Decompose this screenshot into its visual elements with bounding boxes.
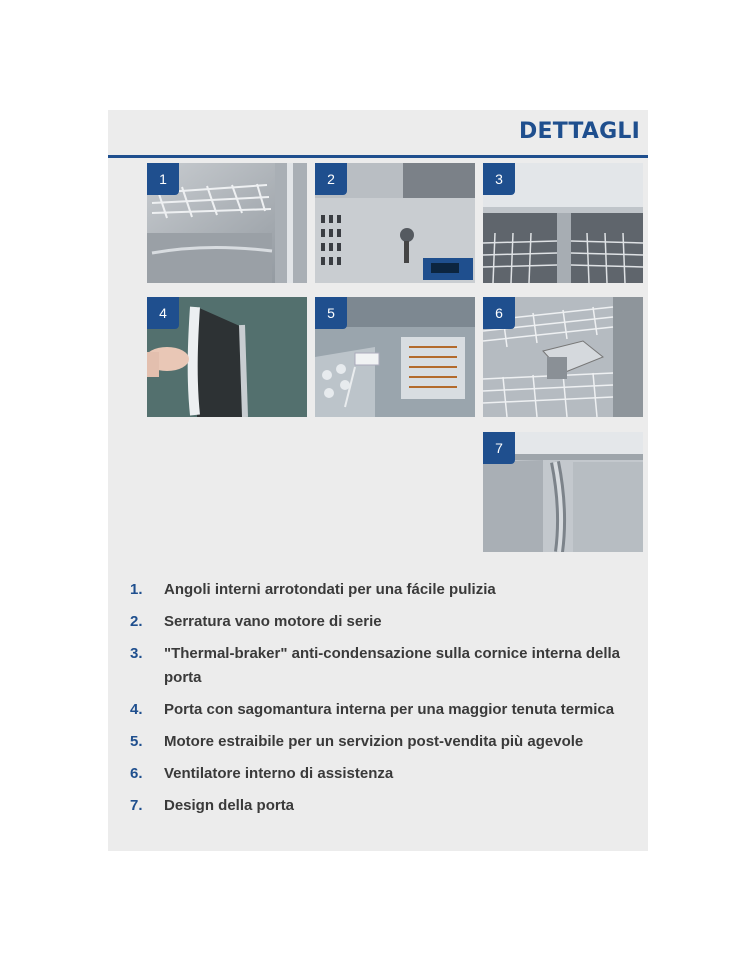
details-panel (108, 110, 648, 851)
details-list (108, 578, 648, 826)
detail-photo-1 (147, 163, 307, 283)
list-item (108, 578, 648, 602)
list-item-text: Angoli interni arrotondati per una fácile pulizia (164, 581, 496, 598)
list-item-text: "Thermal-braker" anti-condensazione sulla cornice interna della porta (164, 645, 621, 686)
detail-photo-7 (483, 432, 643, 552)
list-item-text: Design della porta (164, 797, 295, 814)
list-item-text: Porta con sagomantura interna per una maggior tenuta termica (164, 701, 615, 718)
list-item-number: 4. (130, 701, 143, 718)
list-item (108, 762, 648, 786)
photo-badge-2: 2 (315, 163, 347, 195)
title-divider (108, 155, 648, 158)
list-item (108, 730, 648, 754)
photo-badge-6: 6 (483, 297, 515, 329)
list-item (108, 794, 648, 818)
detail-photo-6 (483, 297, 643, 417)
detail-photo-4 (147, 297, 307, 417)
detail-photo-5 (315, 297, 475, 417)
photo-badge-7: 7 (483, 432, 515, 464)
list-item (108, 610, 648, 634)
detail-photo-2 (315, 163, 475, 283)
list-item (108, 642, 648, 690)
photo-badge-4: 4 (147, 297, 179, 329)
photo-badge-3: 3 (483, 163, 515, 195)
photo-badge-1: 1 (147, 163, 179, 195)
detail-photo-3 (483, 163, 643, 283)
list-item-number: 7. (130, 797, 143, 814)
list-item-text: Serratura vano motore di serie (164, 613, 382, 630)
photo-badge-5: 5 (315, 297, 347, 329)
list-item (108, 698, 648, 722)
list-item-number: 3. (130, 645, 143, 662)
section-title: DETTAGLI (519, 119, 640, 144)
list-item-text: Ventilatore interno di assistenza (164, 765, 394, 782)
list-item-text: Motore estraibile per un servizion post-vendita più agevole (164, 733, 584, 750)
list-item-number: 1. (130, 581, 143, 598)
list-item-number: 5. (130, 733, 143, 750)
list-item-number: 6. (130, 765, 143, 782)
list-item-number: 2. (130, 613, 143, 630)
